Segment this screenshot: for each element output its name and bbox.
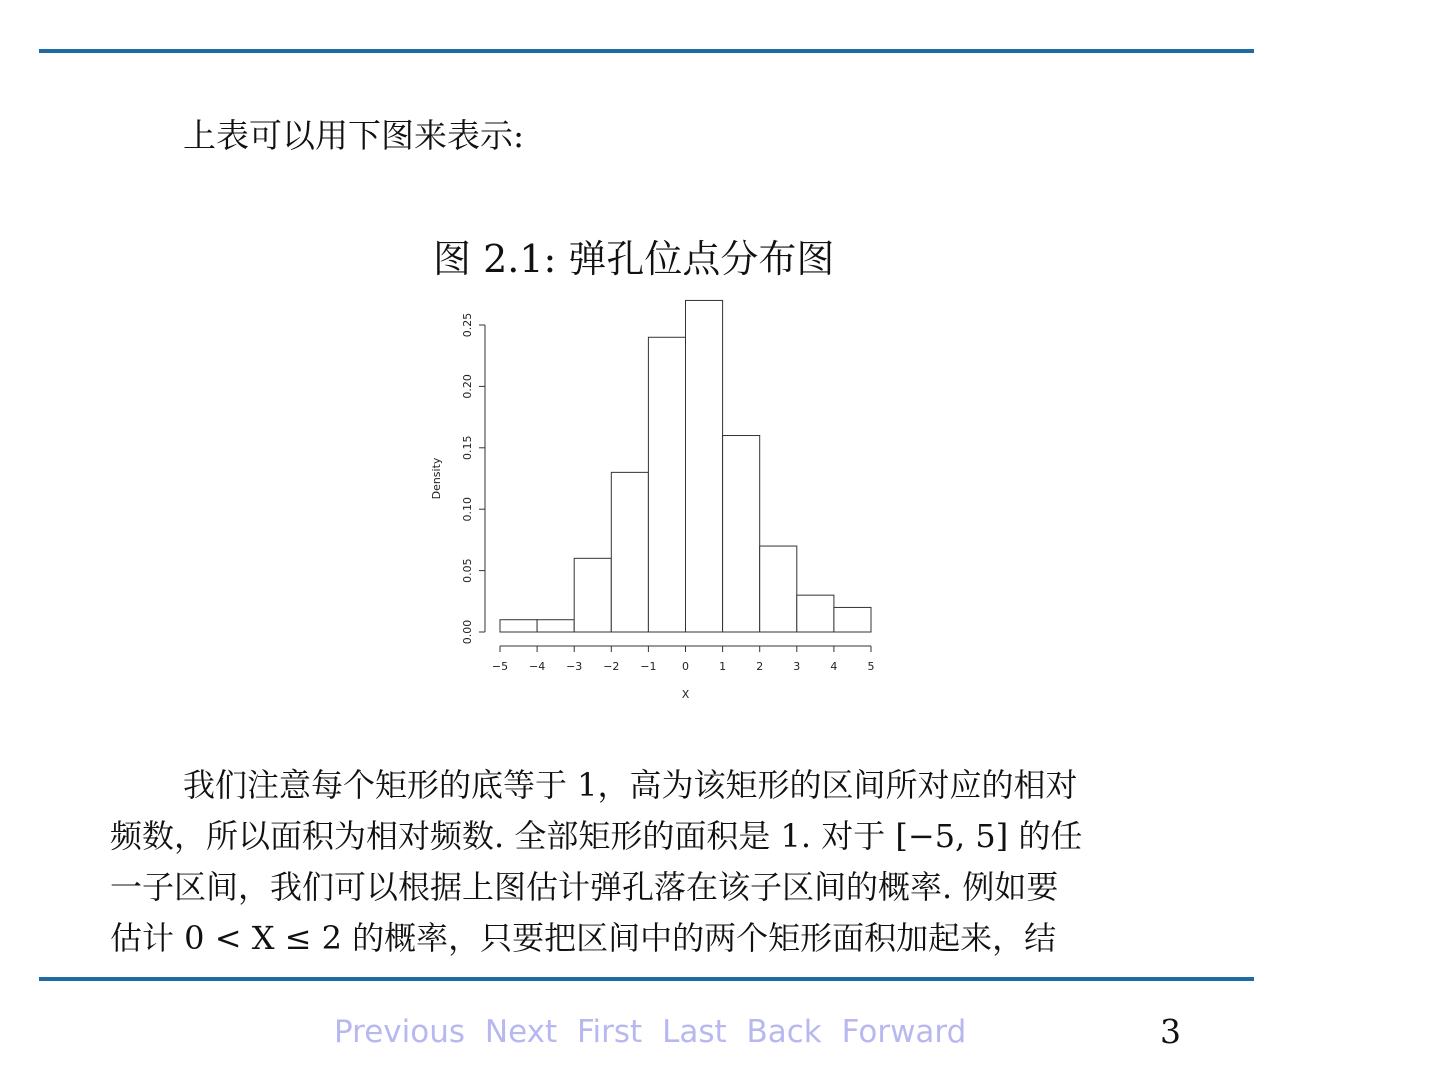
histogram-bar [834, 607, 871, 632]
x-tick-label: 0 [682, 660, 689, 673]
y-tick-label: 0.10 [461, 496, 474, 522]
histogram-bar [723, 436, 760, 632]
histogram-bar [760, 546, 797, 632]
figure-caption: 图 2.1: 弹孔位点分布图 [433, 237, 835, 281]
intro-text: 上表可以用下图来表示: [183, 116, 525, 155]
histogram-bar [574, 558, 611, 632]
x-tick-label: −1 [640, 660, 657, 673]
x-tick-label: 5 [867, 660, 875, 673]
nav-next-link[interactable]: Next [484, 1014, 558, 1050]
histogram-bar [537, 620, 574, 632]
nav-back-link[interactable]: Back [746, 1014, 822, 1050]
x-tick-label: 2 [756, 660, 764, 673]
body-paragraph [110, 760, 1185, 964]
y-tick-label: 0.15 [461, 435, 474, 461]
histogram-svg [420, 290, 900, 710]
x-tick-label: −5 [491, 660, 509, 673]
nav-last-link[interactable]: Last [662, 1014, 727, 1050]
nav-previous-link[interactable]: Previous [334, 1014, 466, 1050]
y-axis-label: Density [430, 457, 443, 500]
page-number: 3 [1160, 1012, 1181, 1051]
histogram-bar [648, 337, 685, 632]
histogram-bar [797, 595, 834, 632]
top-rule [39, 49, 1254, 53]
x-tick-label: −2 [603, 660, 620, 673]
navigation-bar [334, 1010, 976, 1054]
histogram-bar [686, 300, 723, 632]
y-tick-label: 0.00 [461, 619, 474, 645]
paragraph-line: 频数，所以面积为相对频数. 全部矩形的面积是 1. 对于 [−5, 5] 的任 [110, 817, 1083, 855]
paragraph-line: 估计 0 < X ≤ 2 的概率，只要把区间中的两个矩形面积加起来，结 [110, 919, 1057, 957]
nav-forward-link[interactable]: Forward [841, 1014, 967, 1050]
histogram-bar [611, 472, 648, 632]
y-tick-label: 0.25 [461, 312, 474, 338]
x-tick-label: −4 [528, 660, 546, 673]
x-tick-label: −3 [566, 660, 583, 673]
x-tick-label: 1 [719, 660, 727, 673]
y-tick-label: 0.20 [461, 374, 474, 399]
histogram-chart [420, 290, 900, 710]
x-tick-label: 3 [793, 660, 801, 673]
paragraph-line: 我们注意每个矩形的底等于 1，高为该矩形的区间所对应的相对 [183, 766, 1078, 804]
paragraph-line: 一子区间，我们可以根据上图估计弹孔落在该子区间的概率. 例如要 [110, 868, 1059, 906]
nav-first-link[interactable]: First [576, 1014, 643, 1050]
x-tick-label: 4 [830, 660, 838, 673]
histogram-bar [500, 620, 537, 632]
bottom-rule [39, 977, 1254, 981]
x-axis-label: X [681, 688, 690, 701]
y-tick-label: 0.05 [461, 558, 474, 583]
